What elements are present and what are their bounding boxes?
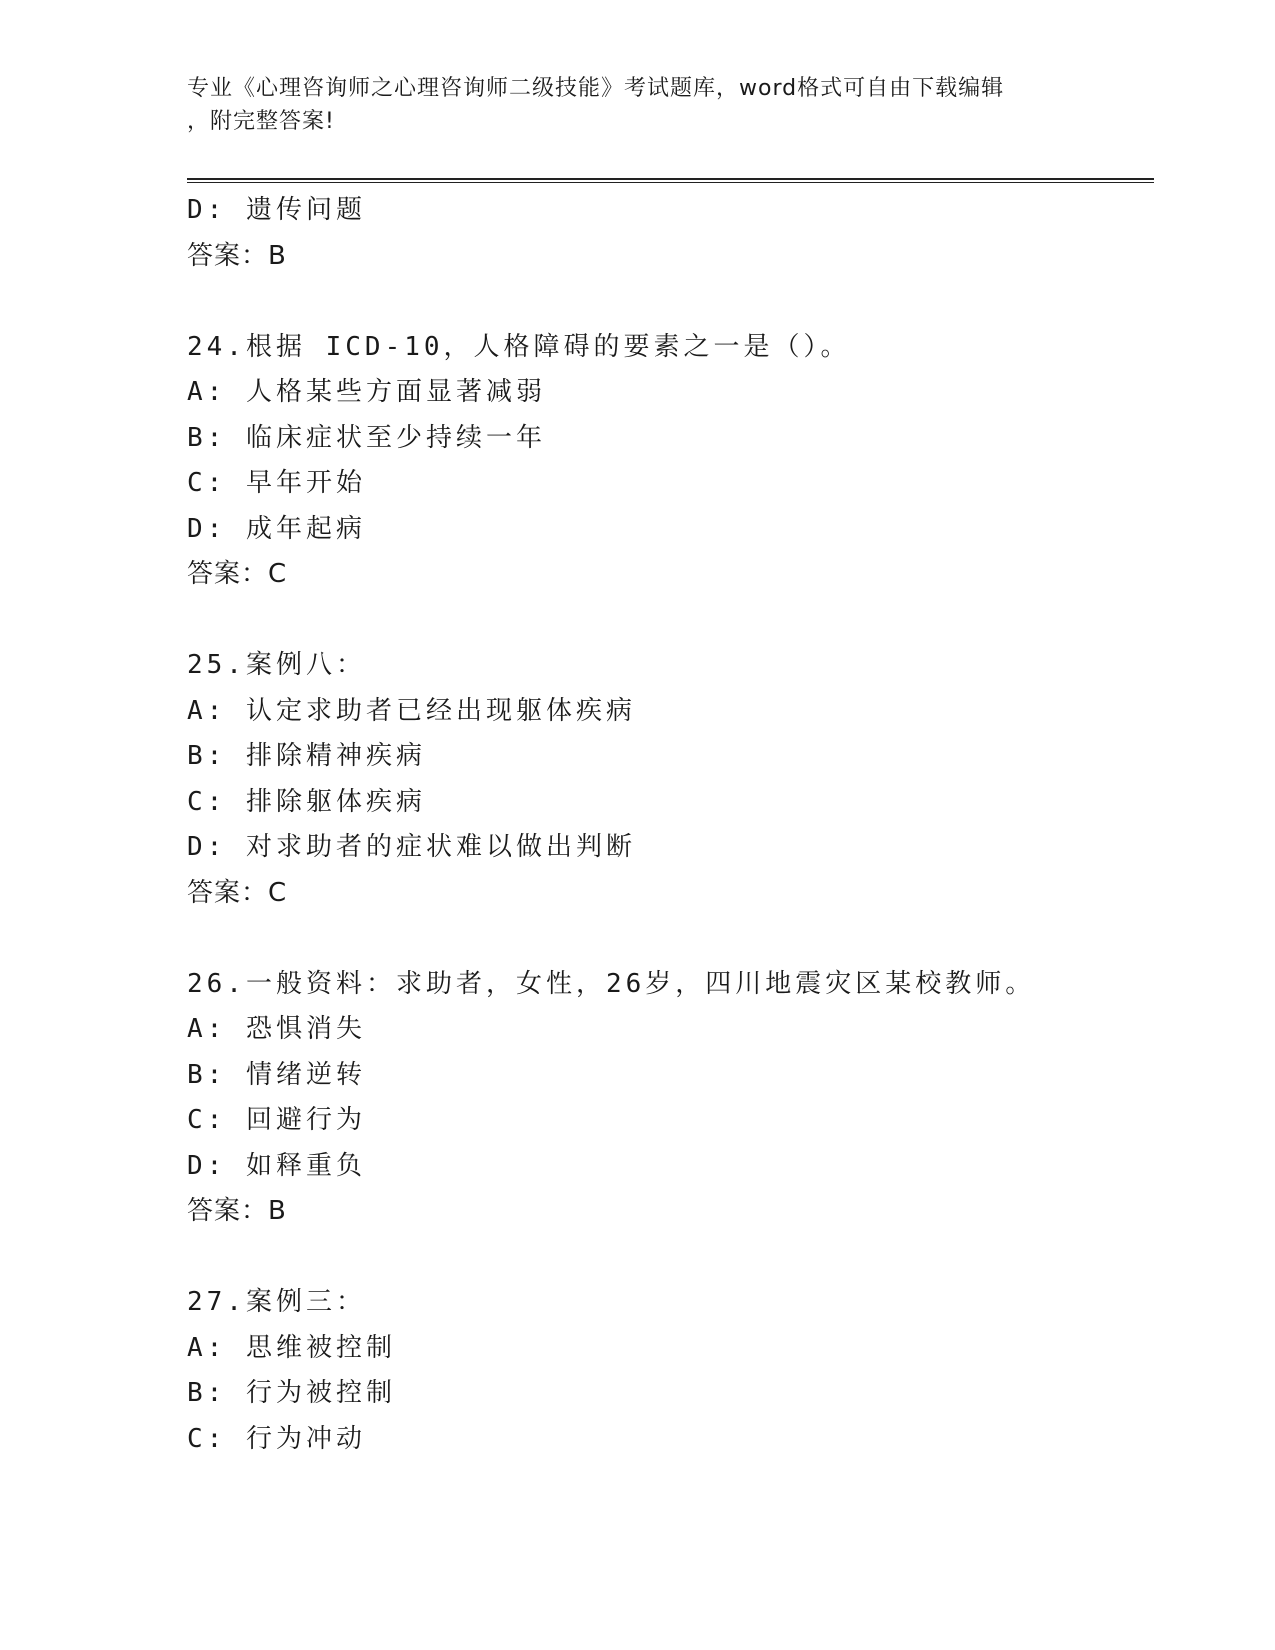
option-a: A: 恐惧消失 bbox=[187, 1014, 366, 1044]
header-line-2: ，附完整答案! bbox=[187, 109, 335, 134]
option-d: D: 成年起病 bbox=[187, 513, 366, 544]
question-stem: 24.根据 ICD-10，人格障碍的要素之一是（）。 bbox=[187, 331, 851, 362]
document-header bbox=[187, 72, 1087, 138]
option-c: C: 回避行为 bbox=[187, 1105, 366, 1135]
option-b: B: 情绪逆转 bbox=[187, 1059, 366, 1090]
option-a: A: 思维被控制 bbox=[187, 1332, 396, 1363]
question-26 bbox=[187, 962, 1147, 1281]
option-c: C: 早年开始 bbox=[187, 468, 366, 498]
option-b: B: 排除精神疾病 bbox=[187, 741, 426, 771]
option-b: B: 临床症状至少持续一年 bbox=[187, 422, 546, 453]
option-d: D: 遗传问题 bbox=[187, 195, 366, 225]
header-divider bbox=[187, 178, 1154, 183]
answer-line: 答案：B bbox=[187, 240, 287, 271]
question-list bbox=[187, 188, 1147, 1462]
question-stem: 26.一般资料：求助者，女性，26岁，四川地震灾区某校教师。 bbox=[187, 968, 1036, 999]
question-stem: 25.案例八： bbox=[187, 650, 366, 680]
option-d: D: 对求助者的症状难以做出判断 bbox=[187, 832, 636, 862]
header-line-1: 专业《心理咨询师之心理咨询师二级技能》考试题库，word格式可自由下载编辑 bbox=[187, 76, 1005, 101]
option-d: D: 如释重负 bbox=[187, 1150, 366, 1181]
option-a: A: 认定求助者已经出现躯体疾病 bbox=[187, 695, 636, 726]
spacer bbox=[187, 598, 1147, 644]
question-stem: 27.案例三： bbox=[187, 1287, 366, 1317]
spacer bbox=[187, 1235, 1147, 1281]
answer-line: 答案：B bbox=[187, 1196, 287, 1226]
option-a: A: 人格某些方面显著减弱 bbox=[187, 377, 546, 407]
spacer bbox=[187, 916, 1147, 962]
answer-line: 答案：C bbox=[187, 877, 288, 908]
answer-line: 答案：C bbox=[187, 559, 288, 589]
question-27 bbox=[187, 1280, 1147, 1462]
question-25 bbox=[187, 643, 1147, 962]
spacer bbox=[187, 279, 1147, 325]
question-24 bbox=[187, 325, 1147, 644]
option-c: C: 排除躯体疾病 bbox=[187, 786, 426, 817]
option-c: C: 行为冲动 bbox=[187, 1423, 366, 1454]
option-b: B: 行为被控制 bbox=[187, 1378, 396, 1408]
